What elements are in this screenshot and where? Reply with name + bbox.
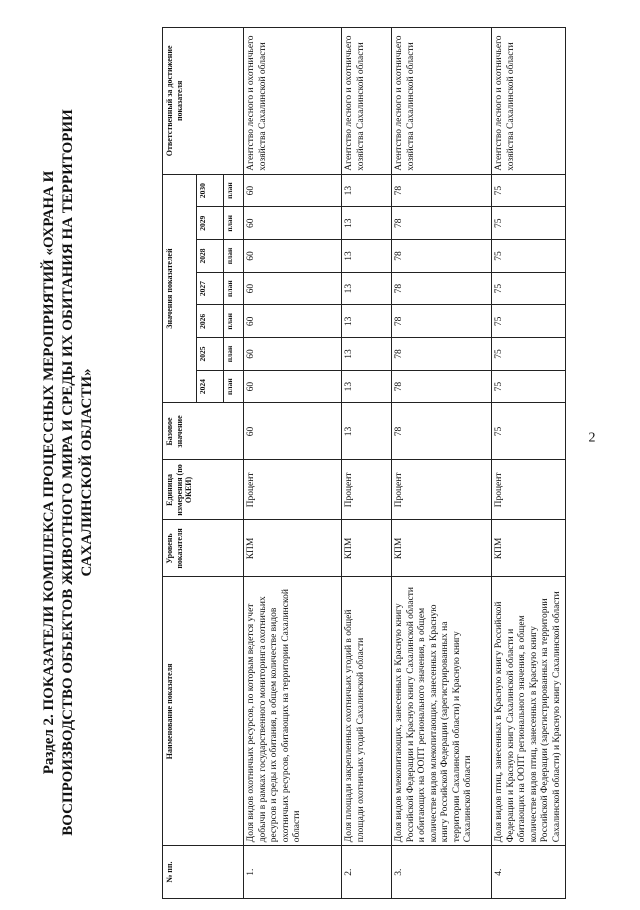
plan-value: 78	[392, 272, 492, 305]
table-row	[342, 28, 392, 899]
plan-value: 13	[342, 207, 392, 240]
indicator-level: КПМ	[342, 520, 392, 577]
table-row	[392, 28, 492, 899]
plan-value: 75	[492, 338, 566, 371]
plan-value: 60	[244, 174, 342, 207]
header-plan: план	[224, 272, 244, 305]
indicator-name: Доля площади закрепленных охотничьих угодий в общей площади охотничьих угодий Сахалинской области	[342, 577, 392, 846]
plan-value: 60	[244, 305, 342, 338]
header-year: 2024	[197, 370, 224, 403]
plan-value: 13	[342, 272, 392, 305]
row-num: 2.	[342, 846, 392, 899]
plan-value: 75	[492, 272, 566, 305]
plan-value: 78	[392, 174, 492, 207]
header-year: 2028	[197, 240, 224, 273]
table-row	[492, 28, 566, 899]
header-plan: план	[224, 240, 244, 273]
plan-value: 13	[342, 370, 392, 403]
header-unit: Единица измерения (по ОКЕИ)	[163, 460, 244, 520]
plan-value: 60	[244, 338, 342, 371]
indicator-unit: Процент	[342, 460, 392, 520]
indicator-unit: Процент	[492, 460, 566, 520]
header-year: 2025	[197, 338, 224, 371]
plan-value: 75	[492, 240, 566, 273]
header-plan: план	[224, 305, 244, 338]
header-year: 2029	[197, 207, 224, 240]
base-value: 78	[392, 403, 492, 460]
responsible: Агентство лесного и охотничьего хозяйства Сахалинской области	[492, 28, 566, 175]
indicator-name: Доля видов млекопитающих, занесенных в Красную книгу Российской Федерации и Красную книгу Сахалинской области и обитающих на ООПТ регионального значения, в общем количестве видов млекопитающих, занесенных в Красную книгу Российской Федерации (зарегистрированных на территории Сахалинской области) и Красную книгу Сахалинской области	[392, 577, 492, 846]
section-title-line-2: ВОСПРОИЗВОДСТВО ОБЪЕКТОВ ЖИВОТНОГО МИРА И СРЕДЫ ИХ ОБИТАНИЯ НА ТЕРРИТОРИИ	[60, 109, 76, 836]
indicator-unit: Процент	[244, 460, 342, 520]
header-values: Значения показателей	[163, 174, 197, 403]
plan-value: 75	[492, 370, 566, 403]
header-level: Уровень показателя	[163, 520, 244, 577]
header-plan: план	[224, 370, 244, 403]
plan-value: 78	[392, 305, 492, 338]
plan-value: 78	[392, 207, 492, 240]
plan-value: 75	[492, 305, 566, 338]
plan-value: 75	[492, 207, 566, 240]
header-num: № пп.	[163, 846, 244, 899]
indicator-level: КПМ	[244, 520, 342, 577]
row-num: 1.	[244, 846, 342, 899]
plan-value: 60	[244, 207, 342, 240]
header-plan: план	[224, 207, 244, 240]
page-number: 2	[588, 430, 596, 446]
header-plan: план	[224, 174, 244, 207]
header-base: Базовое значение	[163, 403, 244, 460]
base-value: 13	[342, 403, 392, 460]
section-title	[40, 65, 97, 880]
plan-value: 75	[492, 174, 566, 207]
indicator-level: КПМ	[392, 520, 492, 577]
plan-value: 13	[342, 305, 392, 338]
row-num: 4.	[492, 846, 566, 899]
header-name: Наименование показателя	[163, 577, 244, 846]
plan-value: 13	[342, 240, 392, 273]
plan-value: 13	[342, 174, 392, 207]
plan-value: 78	[392, 338, 492, 371]
plan-value: 78	[392, 240, 492, 273]
header-plan: план	[224, 338, 244, 371]
responsible: Агентство лесного и охотничьего хозяйства Сахалинской области	[244, 28, 342, 175]
plan-value: 13	[342, 338, 392, 371]
plan-value: 60	[244, 370, 342, 403]
header-year: 2027	[197, 272, 224, 305]
base-value: 75	[492, 403, 566, 460]
table-row	[244, 28, 342, 899]
indicator-level: КПМ	[492, 520, 566, 577]
header-year: 2026	[197, 305, 224, 338]
header-year: 2030	[197, 174, 224, 207]
indicator-name: Доля видов птиц, занесенных в Красную книгу Российской Федерации и Красную книгу Сахалинской области и обитающих на ООПТ регионального значения, в общем количестве видов птиц, занесенных в Красную книгу Российской Федерации (зарегистрированных на территории Сахалинской области) и Красную книгу Сахалинской области	[492, 577, 566, 846]
plan-value: 60	[244, 240, 342, 273]
row-num: 3.	[392, 846, 492, 899]
plan-value: 60	[244, 272, 342, 305]
indicator-unit: Процент	[392, 460, 492, 520]
base-value: 60	[244, 403, 342, 460]
section-title-line-3: САХАЛИНСКОЙ ОБЛАСТИ»	[79, 368, 95, 577]
indicators-table	[162, 27, 566, 899]
plan-value: 78	[392, 370, 492, 403]
responsible: Агентство лесного и охотничьего хозяйства Сахалинской области	[342, 28, 392, 175]
indicator-name: Доля видов охотничьих ресурсов, по которым ведется учет добычи в рамках государственного мониторинга охотничьих ресурсов и среды их обитания, в общем количестве видов охотничьих ресурсов, обитающих на территории Сахалинской области	[244, 577, 342, 846]
responsible: Агентство лесного и охотничьего хозяйства Сахалинской области	[392, 28, 492, 175]
header-responsible: Ответственный за достижение показателя	[163, 28, 244, 175]
section-title-line-1: Раздел 2. ПОКАЗАТЕЛИ КОМПЛЕКСА ПРОЦЕССНЫХ МЕРОПРИЯТИЙ «ОХРАНА И	[41, 170, 57, 775]
